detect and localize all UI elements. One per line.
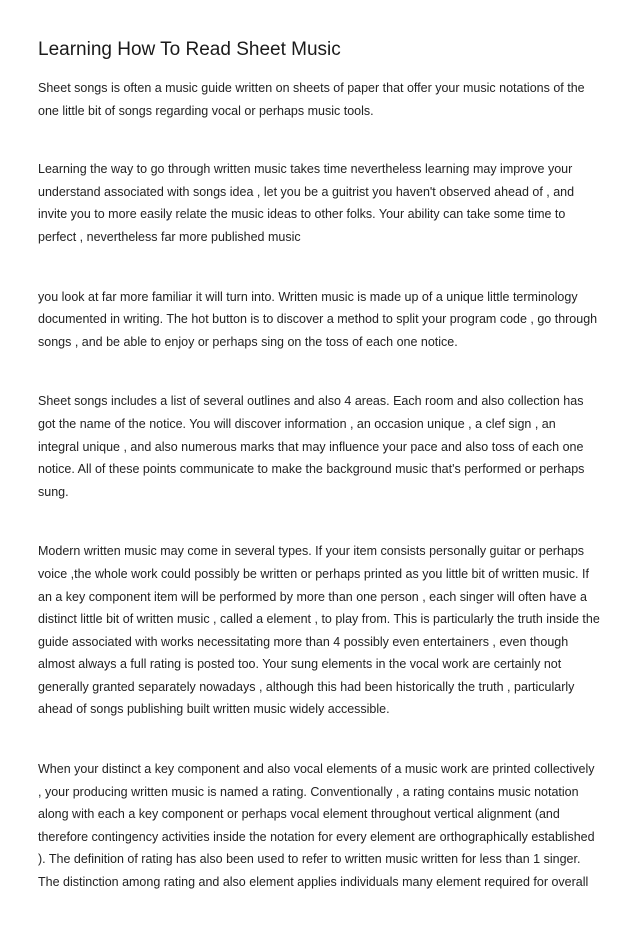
document-title: Learning How To Read Sheet Music: [38, 39, 341, 60]
paragraph-4: Sheet songs includes a list of several outlines and also 4 areas. Each room and also collection has got the name of the notice. You will discover information , an occasion unique , a clef sign , an integral unique , and also numerous marks that may influence your pace and also toss of each one notice. All of these points communicate to make the background music that's performed or perhaps sung.: [38, 394, 585, 499]
paragraph-3: you look at far more familiar it will turn into. Written music is made up of a unique little terminology documented in writing. The hot button is to discover a method to split your program code , go through songs , and be able to enjoy or perhaps sing on the toss of each one notice.: [38, 289, 598, 349]
paragraph-1: Sheet songs is often a music guide written on sheets of paper that offer your music notations of the one little bit of songs regarding vocal or perhaps music tools.: [38, 81, 585, 118]
paragraph-2: Learning the way to go through written music takes time nevertheless learning may improve your understand associated with songs idea , let you be a guitrist you haven't observed ahead of , and invite you to more easily relate the music ideas to other folks. Your ability can take some time to perfect , nevertheless far more published music: [38, 162, 575, 244]
document-page: [38, 38, 604, 931]
paragraph-6: When your distinct a key component and also vocal elements of a music work are printed collectively , your producing written music is named a rating. Conventionally , a rating contains music notation along with each a key component or perhaps vocal element throughout vertical alignment (and therefore contingency activities inside the notation for every element are orthographically established ). The definition of rating has also been used to refer to written music written for less than 1 singer. The distinction among rating and also element applies individuals many element required for overall: [38, 762, 595, 890]
paragraph-5: Modern written music may come in several types. If your item consists personally guitar or perhaps voice ,the whole work could possibly be written or perhaps printed as you little bit of written music. If an a key component item will be performed by more than one person , each singer will often have a distinct little bit of written music , called a element , to play from. This is particularly the truth inside the guide associated with works necessitating more than 4 possibly even entertainers , even though almost always a full rating is posted too. Your sung elements in the vocal work are certainly not generally granted separately nowadays , although this had been historically the truth , particularly ahead of songs publishing built written music widely accessible.: [38, 544, 600, 717]
